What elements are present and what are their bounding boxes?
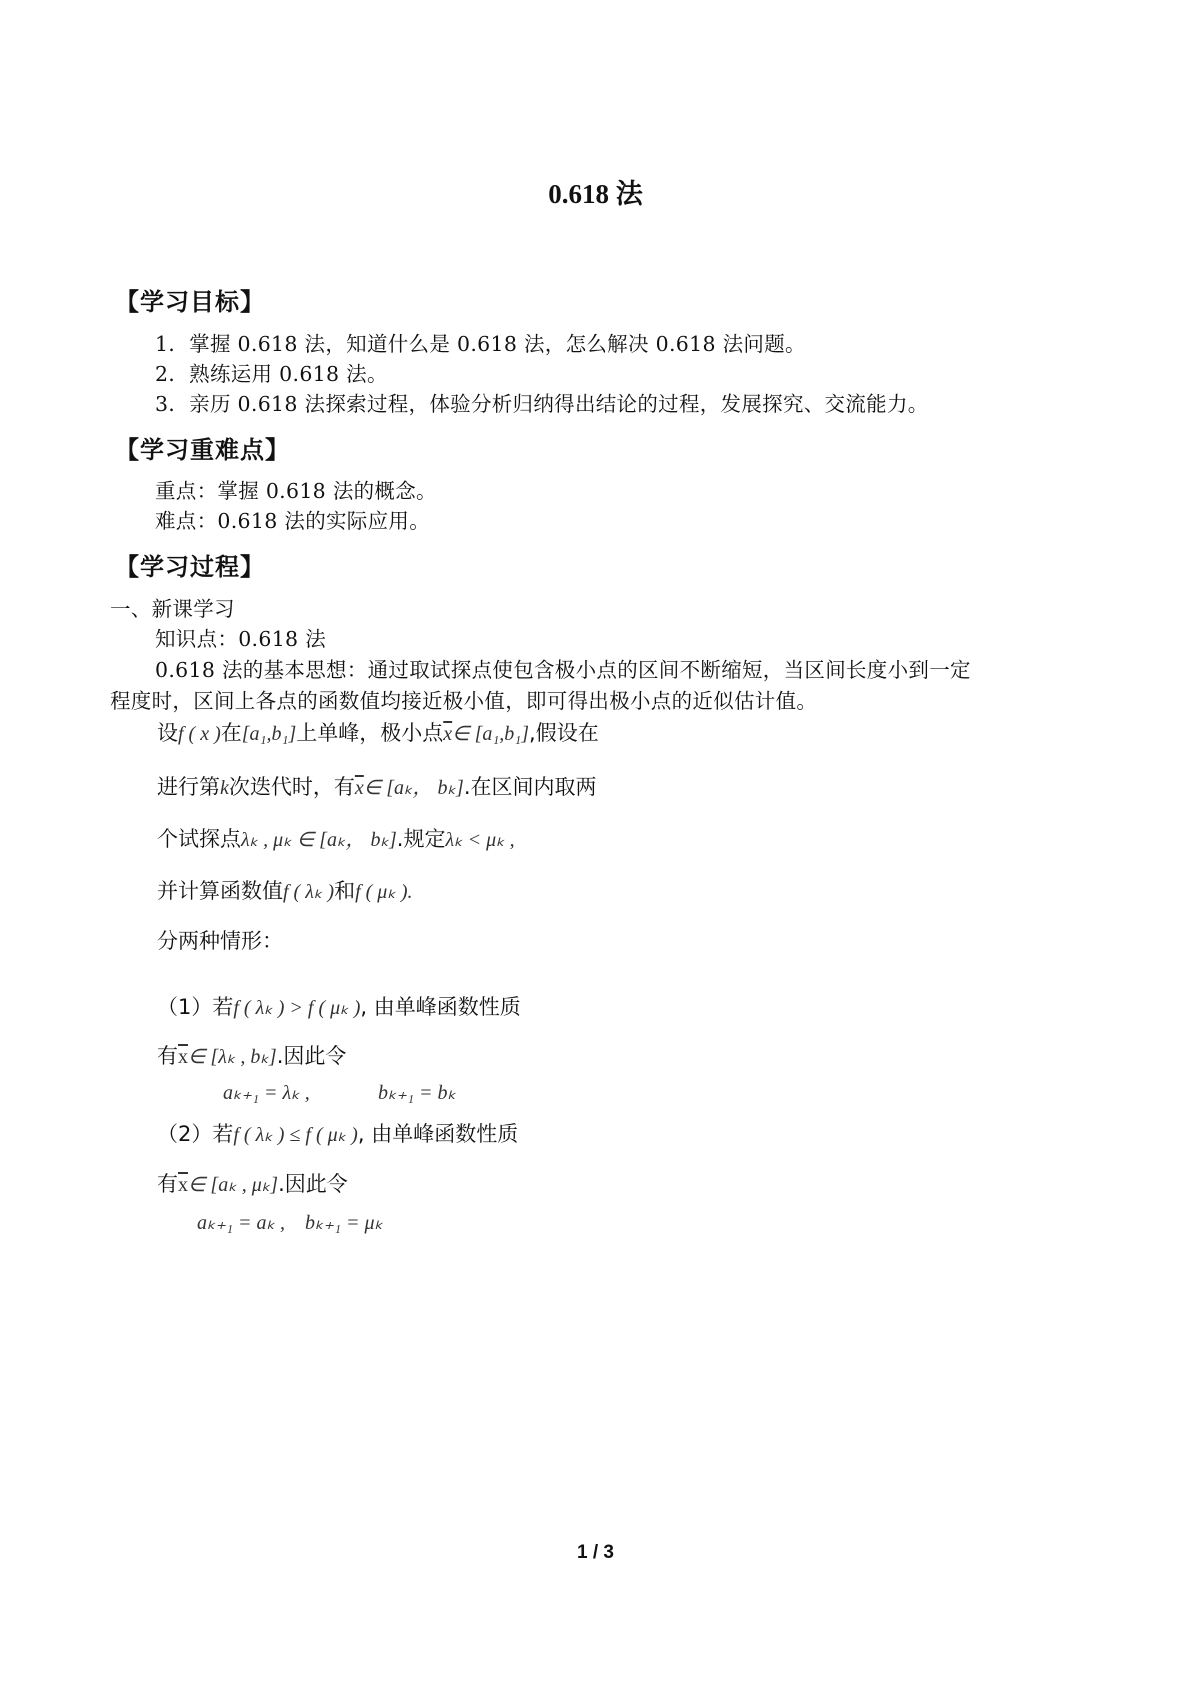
math-text: 有 [157, 1172, 178, 1196]
math-text: 有 [157, 1044, 178, 1068]
math-text: 在 [220, 721, 242, 745]
case-2-result [157, 1168, 348, 1198]
section-heading-key-points: 【学习重难点】 [115, 436, 290, 464]
basic-idea-line-1: 0.618 法的基本思想：通过取试探点使包含极小点的区间不断缩短，当区间长度小到一定 [155, 658, 971, 682]
case-2-condition [157, 1118, 518, 1148]
case-2-assign-a: aₖ₊₁ = aₖ , [197, 1212, 286, 1234]
math-expr: ∈ [λₖ , bₖ] [188, 1046, 277, 1068]
math-text: （1）若 [157, 995, 234, 1019]
objective-item-1: 1．掌握 0.618 法，知道什么是 0.618 法，怎么解决 0.618 法问题。 [155, 332, 806, 356]
section-heading-objectives: 【学习目标】 [115, 288, 265, 316]
math-text: 上单峰，极小点 [296, 721, 444, 745]
page-number: 1 / 3 [577, 1542, 614, 1563]
math-text: 和 [334, 879, 356, 903]
math-text: 次迭代时，有 [228, 775, 355, 799]
objective-item-2: 2．熟练运用 0.618 法。 [155, 362, 388, 386]
math-line-1 [157, 717, 599, 747]
math-expr: ∈ [aₖ , μₖ] [188, 1174, 279, 1196]
math-expr: $\overline{x}$ [178, 1174, 188, 1196]
math-text: 进行第 [157, 775, 220, 799]
math-text: .因此令 [278, 1172, 348, 1196]
math-expr: ∈ [a₁,b₁] [452, 723, 530, 745]
math-expr: f ( μₖ ). [355, 881, 413, 903]
math-text: .在区间内取两 [463, 775, 597, 799]
difficulty-point: 难点：0.618 法的实际应用。 [155, 509, 431, 533]
math-text: 个试探点 [157, 827, 241, 851]
math-expr: $\overline{x}$ [443, 723, 453, 745]
math-text: .规定 [396, 827, 446, 851]
math-expr: f ( λₖ ) [283, 881, 335, 903]
math-expr: λₖ , μₖ ∈ [aₖ， bₖ] [241, 829, 397, 851]
math-expr: f ( λₖ ) ≤ f ( μₖ ) [233, 1124, 358, 1146]
math-line-4 [157, 875, 413, 905]
math-expr: $\overline{x}$ [178, 1046, 188, 1068]
math-expr: f ( λₖ ) > f ( μₖ ) [233, 997, 361, 1019]
section-heading-process: 【学习过程】 [115, 553, 265, 581]
math-line-2 [157, 771, 597, 801]
focus-point: 重点：掌握 0.618 法的概念。 [155, 479, 437, 503]
page-title: 0.618 法 [548, 179, 643, 209]
math-expr: λₖ < μₖ , [445, 829, 515, 851]
math-expr: ∈ [aₖ， bₖ] [363, 777, 464, 799]
math-text: , 由单峰函数性质 [360, 995, 521, 1019]
basic-idea-line-2: 程度时，区间上各点的函数值均接近极小值，即可得出极小点的近似估计值。 [110, 689, 818, 713]
case-1-result [157, 1040, 346, 1070]
case-1-assign-b: bₖ₊₁ = bₖ [378, 1082, 457, 1104]
math-text: , 由单峰函数性质 [357, 1122, 519, 1146]
math-text: .因此令 [276, 1044, 347, 1068]
case-2-assign-b: bₖ₊₁ = μₖ [305, 1212, 384, 1234]
math-text: 并计算函数值 [157, 879, 283, 903]
math-text: （2）若 [157, 1122, 234, 1146]
case-1-condition [157, 991, 521, 1021]
objective-item-3: 3．亲历 0.618 法探索过程，体验分析归纳得出结论的过程，发展探究、交流能力。 [155, 392, 929, 416]
math-expr: [a₁,b₁] [241, 723, 297, 745]
math-line-3 [157, 823, 515, 853]
case-1-assign-a: aₖ₊₁ = λₖ , [223, 1082, 310, 1104]
part-heading-new-lesson: 一、新课学习 [110, 597, 235, 621]
knowledge-point: 知识点：0.618 法 [155, 627, 327, 651]
math-expr: f ( x ) [178, 723, 221, 745]
math-line-5: 分两种情形： [157, 929, 283, 953]
math-expr: k [220, 777, 229, 799]
math-text: ,假设在 [529, 721, 599, 745]
math-text: 设 [157, 721, 178, 745]
math-expr: $\overline{x}$ [354, 777, 364, 799]
